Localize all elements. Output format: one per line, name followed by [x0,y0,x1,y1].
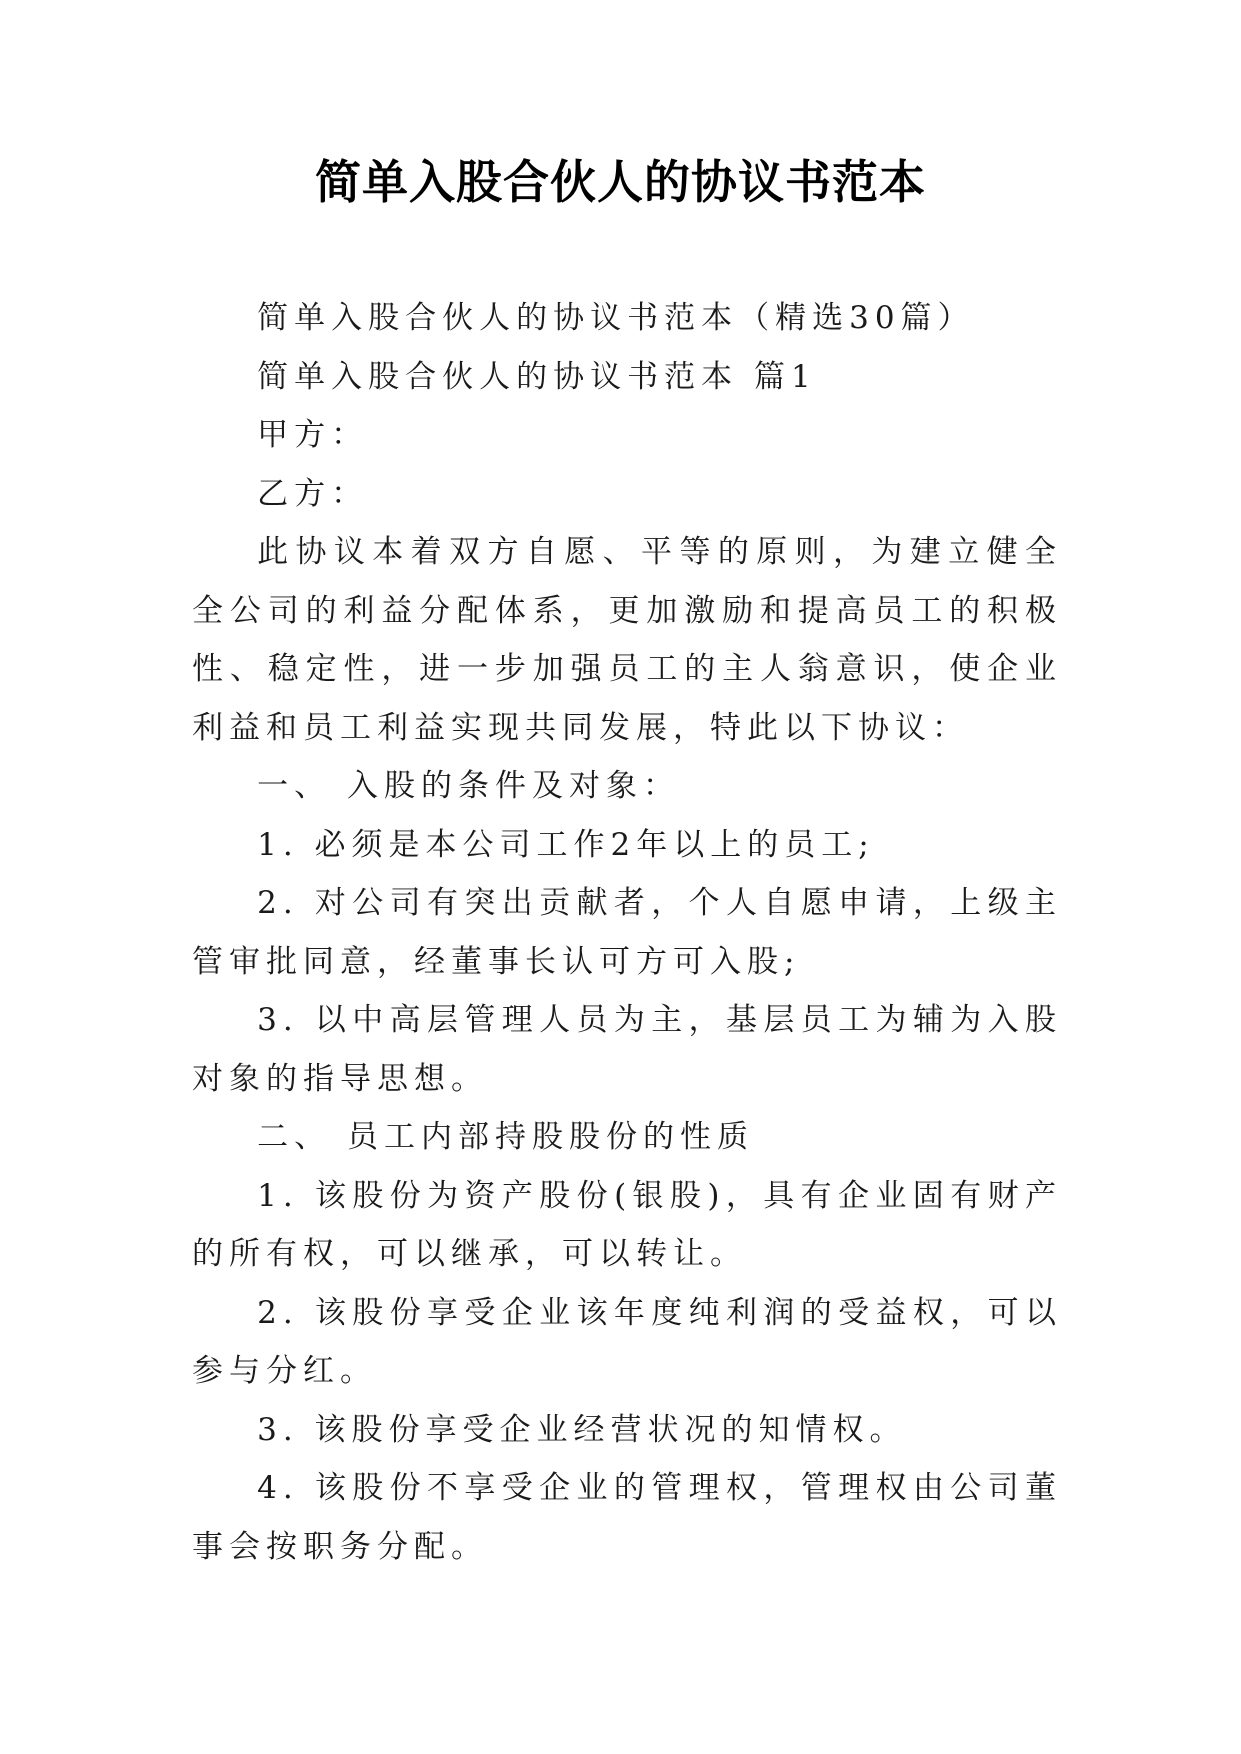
document-body [192,289,1062,1576]
paragraph-clause-1-item-3: 3. 以中高层管理人员为主，基层员工为辅为入股对象的指导思想。 [192,1002,1062,1097]
paragraph-party-a: 甲方： [257,417,369,453]
paragraph-clause-1-item-2: 2. 对公司有突出贡献者，个人自愿申请，上级主管审批同意，经董事长认可方可入股; [192,885,1062,980]
paragraph-clause-2-item-3: 3. 该股份享受企业经营状况的知情权。 [257,1411,907,1448]
paragraph-clause-2-item-1: 1. 该股份为资产股份(银股)，具有企业固有财产的所有权，可以继承，可以转让。 [192,1177,1062,1272]
paragraph-clause-1-item-1: 1. 必须是本公司工作2年以上的员工; [257,826,875,863]
paragraph-clause-2-item-2: 2. 该股份享受企业该年度纯利润的受益权，可以参与分红。 [192,1294,1062,1389]
document-title: 简单入股合伙人的协议书范本 [315,155,926,209]
paragraph-party-b: 乙方： [257,475,369,512]
paragraph-subtitle: 简单入股合伙人的协议书范本（精选30篇） [257,300,975,336]
paragraph-section-heading: 简单入股合伙人的协议书范本 篇1 [257,358,817,395]
paragraph-clause-2-item-4: 4. 该股份不享受企业的管理权，管理权由公司董事会按职务分配。 [192,1470,1062,1565]
paragraph-preamble: 此协议本着双方自愿、平等的原则，为建立健全全公司的利益分配体系，更加激励和提高员工的积极性、稳定性，进一步加强员工的主人翁意识，使企业利益和员工利益实现共同发展，特此以下协议： [192,534,1062,746]
paragraph-clause-1-heading: 一、 入股的条件及对象： [257,768,680,804]
paragraph-clause-2-heading: 二、 员工内部持股股份的性质 [257,1119,754,1155]
